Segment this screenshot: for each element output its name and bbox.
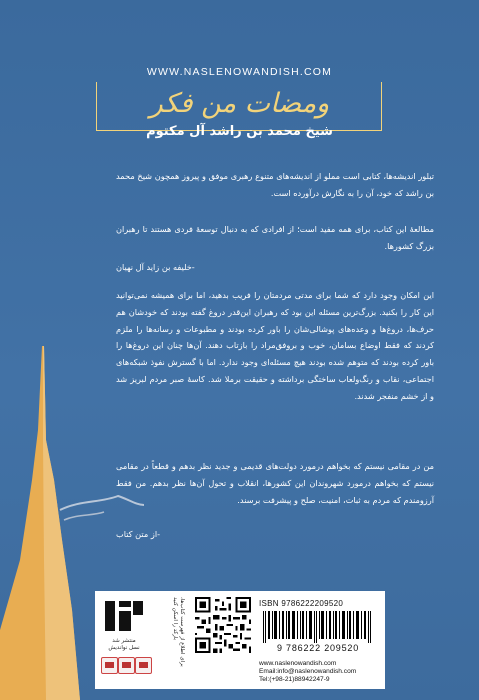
author-name: شیخ محمد بن راشد آل مکتوم: [146, 124, 333, 139]
website-url: WWW.NASLENOWANDISH.COM: [146, 66, 333, 78]
isbn-label: ISBN 9786222209520: [259, 599, 344, 608]
review-paragraph: تبلور اندیشه‌ها، کتابی است مملو از اندیشه‌های متنوع رهبری موفق و پیروز همچون شیخ محمد بن راشد که خود، آن را به نگارش درآورده است.: [116, 171, 434, 198]
excerpt-paragraph: این امکان وجود دارد که شما برای مدتی مردمتان را فریب بدهید، اما برای همیشه نمی‌توانید این کار را بکنید. بزرگ‌ترین مسئله این بود که رهبران این‌قدر دروغ گفته بودند که خودشان هم حرف‌ها، دروغ‌ها و وعده‌های پوشالی‌شان را باور کرده بودند و مطبوعات و رسانه‌ها را ملزم کردند که فقط اوضاع بسامان، خوب و بروفق‌مراد را بازتاب دهند. آن‌ها چنان این دروغ‌ها را باور کرده بودند که متوهم شده بودند هیچ مسئله‌ای وجود ندارد. اما با گسترش نفوذ شبکه‌های اجتماعی، نقاب و رنگ‌ولعاب ساختگی برداشته و حقیقت برملا شد. کاسهٔ صبر مردم لبریز شد و از خشم منفجر شدند.: [116, 290, 434, 401]
qr-code: [195, 597, 251, 653]
contact-info: [259, 660, 356, 684]
publisher-phone: Tel:(+98-21)88942247-9: [259, 676, 330, 683]
review-paragraph-2: مطالعهٔ این کتاب، برای همه مفید است؛ از افرادی که به دنبال توسعهٔ فردی هستند تا رهبران بزرگ کشورها.: [116, 224, 434, 251]
book-title: ومضات من فکر: [149, 88, 330, 119]
excerpt-signature: -از متن کتاب: [116, 529, 161, 539]
barcode-number: 9 786222 209520: [276, 643, 360, 653]
excerpt-paragraph-2: من در مقامی نیستم که بخواهم درمورد دولت‌های قدیمی و جدید نظر بدهم و قطعاً در مقامی نیستم که بخواهم درمورد شهروندان این کشورها، انقلاب و تحول آن‌ها نظر بدهم. من فقط آرزومندم که مردم به ثبات، امنیت، صلح و پیشرفت برسند.: [116, 461, 434, 505]
award-badge-icon: [118, 657, 135, 674]
review-signature: -خلیفه بن زاید آل نهیان: [116, 262, 195, 272]
publisher-email: Email:info@naslenowandish.com: [259, 668, 357, 675]
scan-instruction: برای اطلاع از فهرست کتاب‌ها، بارکد را اسکن کنید: [172, 597, 185, 667]
publisher-website: www.naslenowandish.com: [259, 660, 337, 667]
isbn-barcode: [259, 611, 377, 643]
barcode-card: [95, 591, 385, 689]
award-badge-icon: [101, 657, 118, 674]
publisher-logo: [101, 597, 147, 637]
award-badge-icon: [135, 657, 152, 674]
publisher-name: منتشر شد نسل نواندیش: [108, 638, 140, 651]
